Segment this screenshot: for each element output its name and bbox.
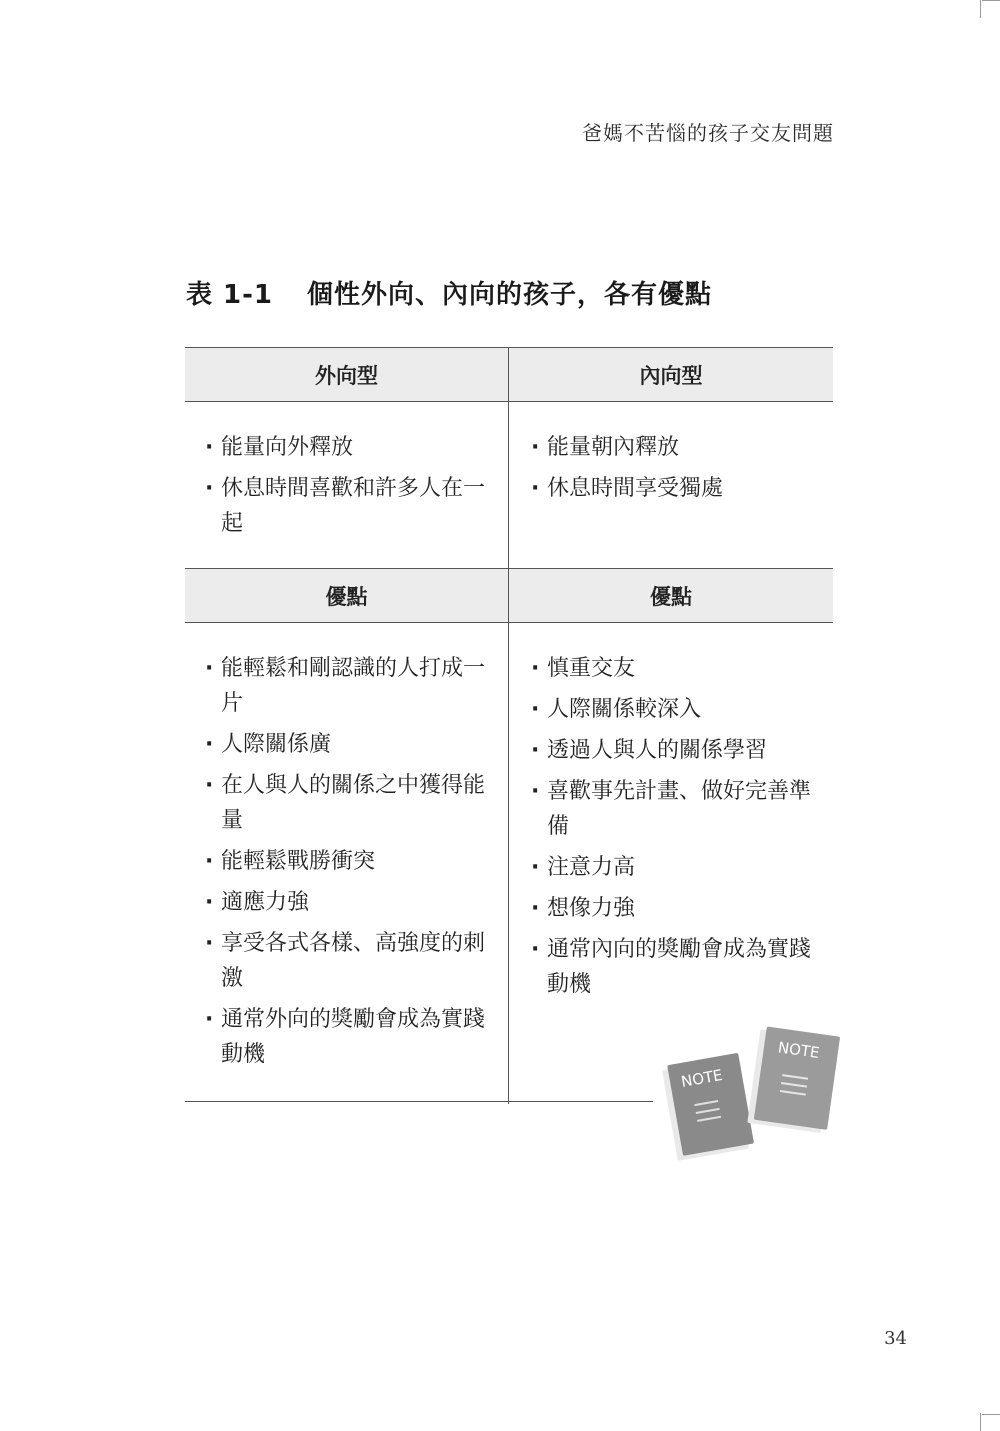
extrovert-traits xyxy=(185,402,509,568)
table-header-row xyxy=(185,347,833,402)
comparison-table xyxy=(185,347,833,1104)
introvert-traits xyxy=(509,402,833,568)
bullet-list xyxy=(205,430,496,541)
header-introvert: 內向型 xyxy=(639,363,703,388)
table-bottom-rule xyxy=(185,1101,653,1102)
list-item: · 享受各式各樣、高強度的刺激 xyxy=(205,926,496,996)
list-item: · 適應力強 xyxy=(205,885,496,920)
list-item: · 慎重交友 xyxy=(531,651,825,686)
bullet-list xyxy=(205,651,496,1072)
list-item: · 透過人與人的關係學習 xyxy=(531,733,825,768)
table-title-text: 個性外向、內向的孩子，各有優點 xyxy=(307,280,713,310)
running-header: 爸媽不苦惱的孩子交友問題 xyxy=(582,121,834,145)
list-item: · 在人與人的關係之中獲得能量 xyxy=(205,768,496,838)
list-item: · 想像力強 xyxy=(531,891,825,926)
header-introvert-strengths: 優點 xyxy=(650,584,692,609)
bullet-list xyxy=(531,430,825,506)
table-header-row xyxy=(185,568,833,623)
note-books-icon xyxy=(655,1025,845,1165)
list-item: · 能量向外釋放 xyxy=(205,430,496,465)
table-number: 表 1-1 xyxy=(186,280,274,310)
header-extrovert: 外向型 xyxy=(185,348,509,401)
list-item: · 喜歡事先計畫、做好完善準備 xyxy=(531,774,825,844)
bullet-list xyxy=(531,651,825,1002)
table-body-row xyxy=(185,402,833,568)
list-item: · 休息時間享受獨處 xyxy=(531,471,825,506)
crop-mark xyxy=(982,0,1000,1)
list-item: · 人際關係廣 xyxy=(205,727,496,762)
list-item: · 休息時間喜歡和許多人在一起 xyxy=(205,471,496,541)
list-item: · 注意力高 xyxy=(531,850,825,885)
crop-mark xyxy=(980,1413,981,1431)
list-item: · 人際關係較深入 xyxy=(531,692,825,727)
note-label-left: NOTE xyxy=(679,1065,724,1091)
list-item: · 能輕鬆和剛認識的人打成一片 xyxy=(205,651,496,721)
table-title xyxy=(186,274,712,311)
page-number: 34 xyxy=(884,1328,907,1349)
note-label-right: NOTE xyxy=(776,1038,821,1062)
crop-mark xyxy=(982,1414,1000,1415)
extrovert-strengths xyxy=(185,623,509,1104)
list-item: · 通常內向的獎勵會成為實踐動機 xyxy=(531,932,825,1002)
crop-mark xyxy=(980,0,981,18)
header-extrovert-strengths: 優點 xyxy=(185,569,509,622)
list-item: · 通常外向的獎勵會成為實踐動機 xyxy=(205,1002,496,1072)
list-item: · 能量朝內釋放 xyxy=(531,430,825,465)
list-item: · 能輕鬆戰勝衝突 xyxy=(205,844,496,879)
